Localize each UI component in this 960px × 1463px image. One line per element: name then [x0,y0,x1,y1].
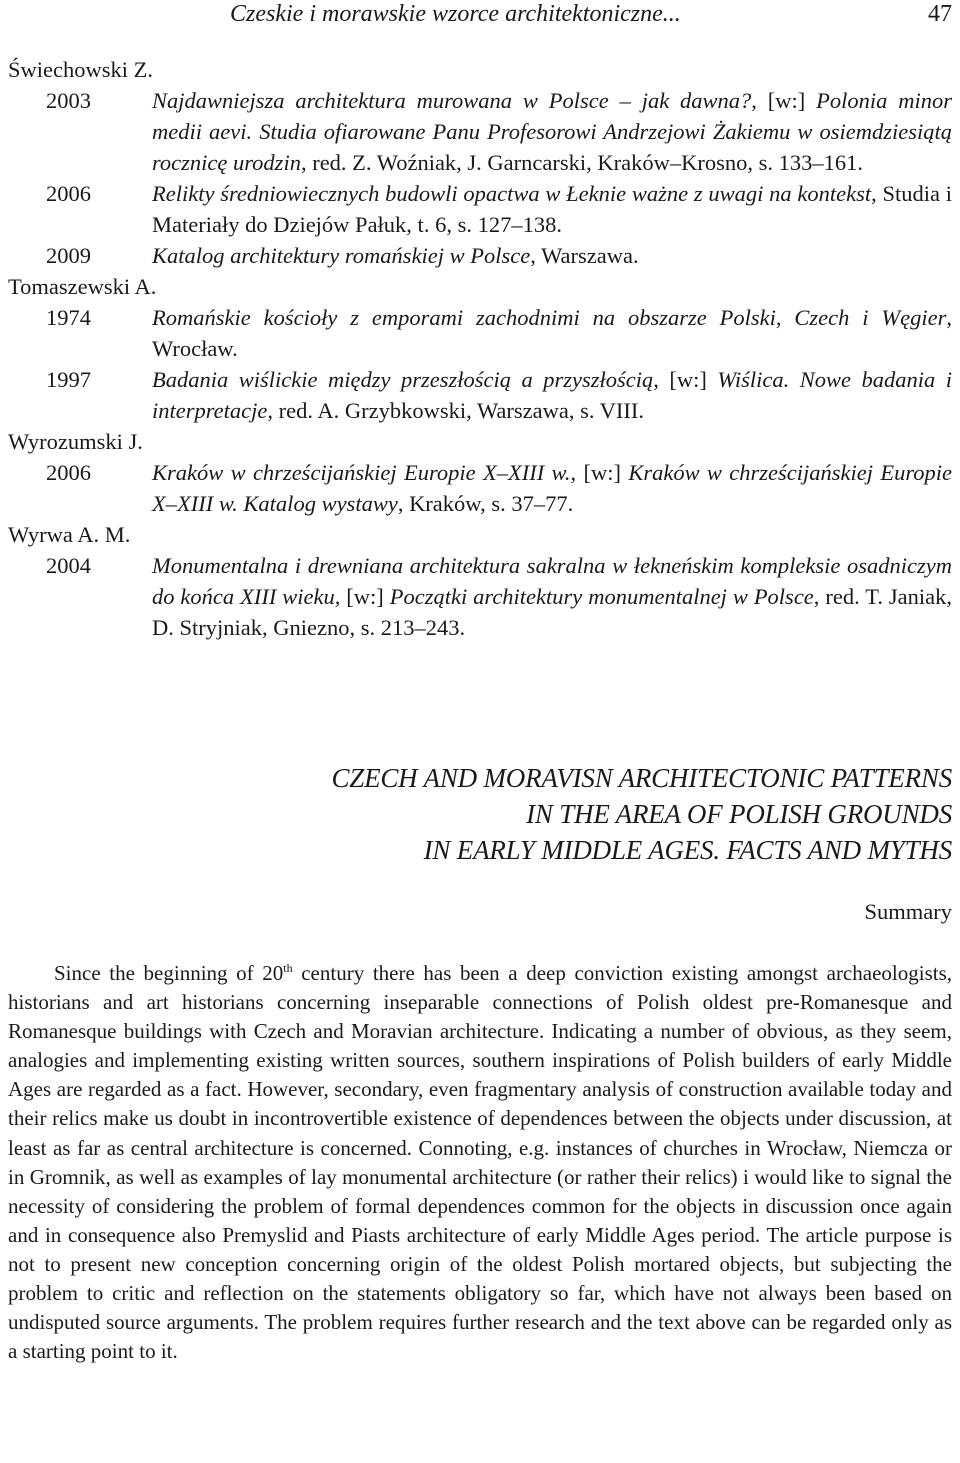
reference-details: , Warszawa. [530,243,639,268]
summary-label: Summary [864,899,952,924]
reference-author: Tomaszewski A. [8,274,157,299]
reference-details: , red. Z. Woźniak, J. Garncarski, Kraków–Krosno, s. 133–161. [300,150,863,175]
reference-source: Wiślica. Nowe badania i interpretacje [152,367,952,423]
reference-author: Wyrozumski J. [8,429,143,454]
page-header [0,0,960,32]
bibliography [8,54,952,643]
summary-title-line: IN THE AREA OF POLISH GROUNDS [526,799,952,829]
reference-source: Początki architektury monumentalnej w Polsce [389,584,814,609]
page-number: 47 [928,1,952,27]
reference-entry [8,302,952,364]
reference-source: Kraków w chrześcijańskiej Europie X–XIII w. Katalog wystawy [152,460,952,516]
reference-entry [8,85,952,178]
reference-details: , red. T. Janiak, D. Stryjniak, Gniezno, s. 213–243. [152,584,952,640]
reference-entry [8,240,952,271]
summary-title [192,760,952,868]
summary-paragraph [8,959,952,1366]
reference-title: Romańskie kościoły z emporami zachodnimi na obszarze Polski, Czech i Węgier [152,305,947,330]
reference-year: 1974 [46,305,91,330]
reference-title: Badania wiślickie między przeszłością a przyszłością [152,367,654,392]
reference-in: , [w:] [570,460,629,485]
reference-year: 2006 [46,460,91,485]
reference-title: Relikty średniowiecznych budowli opactwa w Łeknie ważne z uwagi na kontekst [152,181,872,206]
reference-details: , Wrocław. [152,305,952,361]
summary-text-rest: century there has been a deep conviction existing amongst archaeologists, historians and art historians concerning inseparable connections of Polish oldest pre-Romanesque and Romanesque buildings with Czech and Moravian architecture. Indicating a number of obvious, as they seem, analogies and implementing existing written sources, southern inspirations of Polish builders of early Middle Ages are regarded as a fact. However, secondary, even fragmentary analysis of construction available today and their relics make us doubt in incontrovertible existence of dependences between the objects under discussion, at least as far as central architecture is concerned. Connoting, e.g. instances of churches in Wrocław, Niemcza or in Gromnik, as well as examples of lay monumental architecture (or rather their relics) i would like to signal the necessity of considering the problem of formal dependences common for the objects in discussion once again and in consequence also Premyslid and Piasts architecture of early Middle Ages period. The article purpose is not to present new conception concerning origin of the oldest Polish mortared objects, but subjecting the problem to critic and reflection on the statements obligatory so far, which have not always been based on undisputed source arguments. The problem requires further research and the text above can be regarded only as a starting point to it. [8,961,952,1364]
reference-author: Wyrwa A. M. [8,522,131,547]
reference-title: Katalog architektury romańskiej w Polsce [152,243,531,268]
summary-title-line: CZECH AND MORAVISN ARCHITECTONIC PATTERNS [331,763,952,793]
reference-entry [8,178,952,240]
reference-entry [8,364,952,426]
reference-in: , [w:] [751,88,817,113]
reference-year: 1997 [46,367,91,392]
reference-in: , [w:] [653,367,718,392]
running-title: Czeskie i morawskie wzorce architektoniczne... [230,1,681,27]
reference-year: 2006 [46,181,91,206]
reference-year: 2009 [46,243,91,268]
reference-details: , Studia i Materiały do Dziejów Pałuk, t. 6, s. 127–138. [152,181,952,237]
reference-title: Monumentalna i drewniana architektura sakralna w łekneńskim kompleksie osadniczym do końca XIII wieku, [152,553,952,609]
summary-text-start: Since the beginning of 20 [54,961,284,985]
reference-year: 2004 [46,553,91,578]
reference-entry [8,550,952,643]
reference-author: Świechowski Z. [8,57,153,82]
reference-entry [8,457,952,519]
reference-source: Polonia minor medii aevi. Studia ofiarowane Panu Profesorowi Andrzejowi Żakiemu w osiemdziesiątą rocznicę urodzin [152,88,952,175]
summary-title-line: IN EARLY MIDDLE AGES. FACTS AND MYTHS [423,835,952,865]
reference-in: [w:] [340,584,390,609]
reference-details: , red. A. Grzybkowski, Warszawa, s. VIII. [267,398,645,423]
reference-title: Kraków w chrześcijańskiej Europie X–XIII w. [152,460,571,485]
reference-year: 2003 [46,88,91,113]
ordinal-suffix: th [283,961,293,975]
reference-title: Najdawniejsza architektura murowana w Polsce – jak dawna? [152,88,752,113]
reference-details: , Kraków, s. 37–77. [397,491,574,516]
